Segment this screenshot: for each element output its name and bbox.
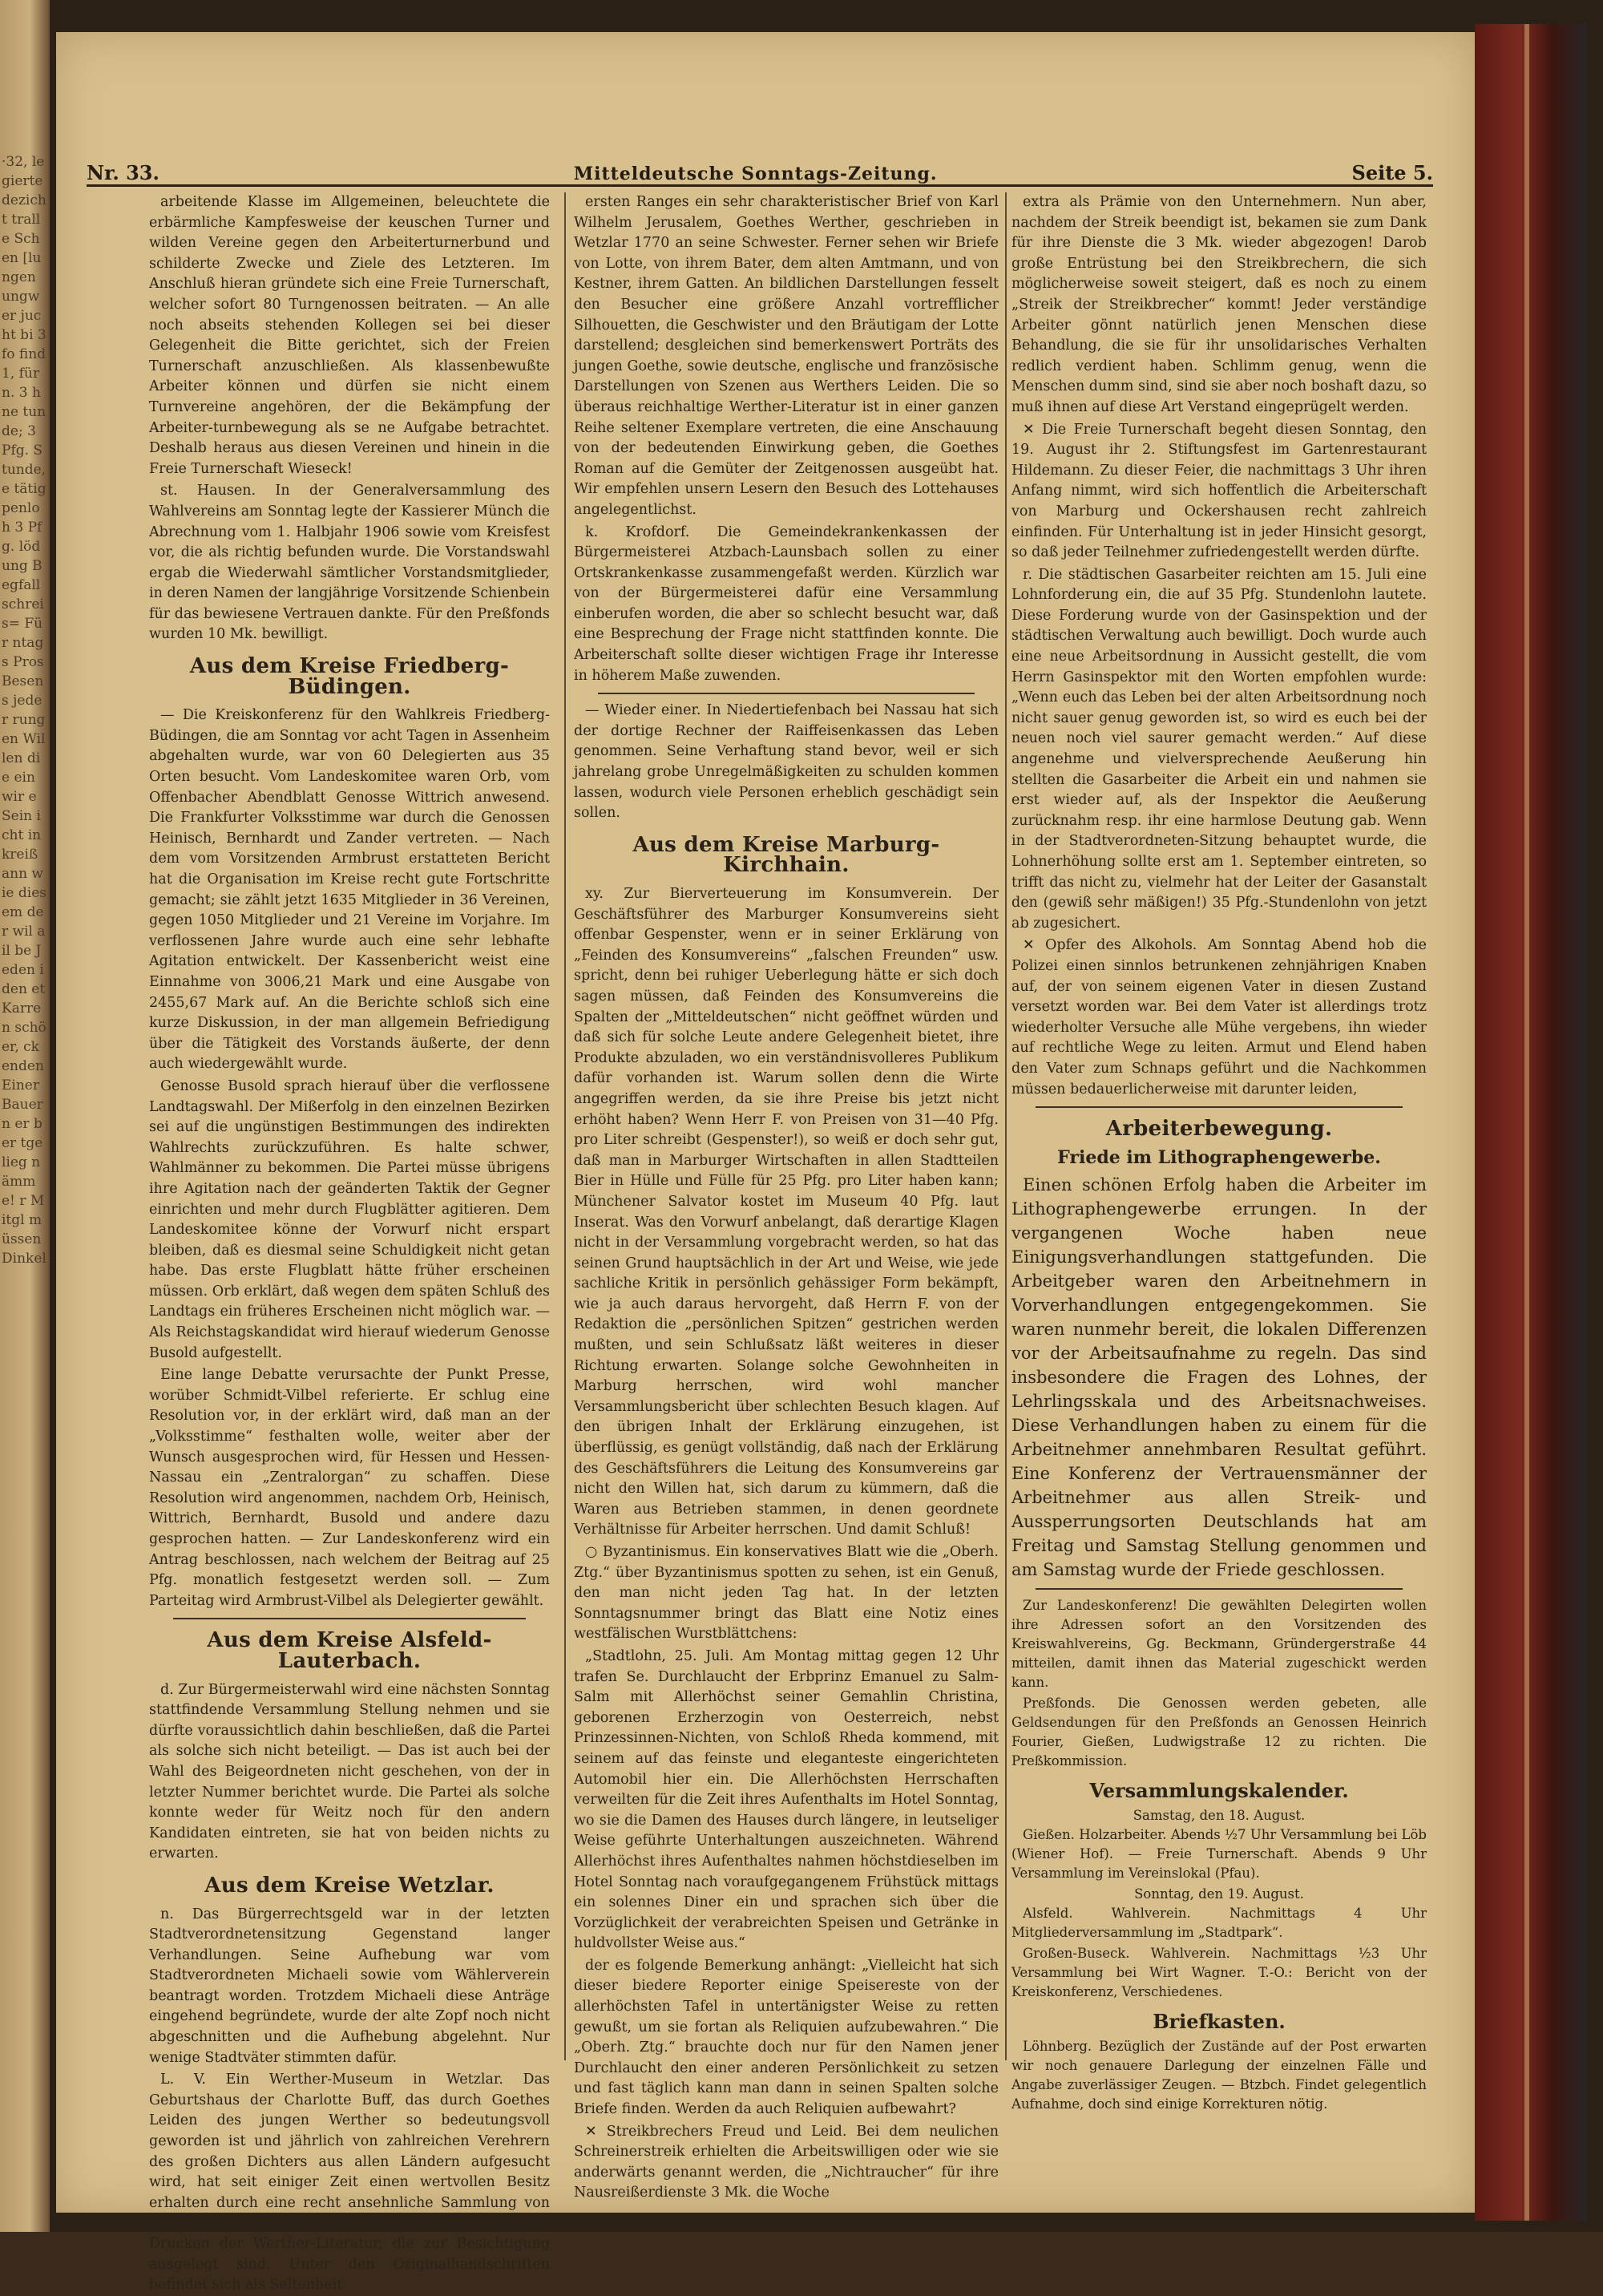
calendar-entry: Großen-Buseck. Wahlverein. Nachmittags ½3 Uhr Versammlung bei Wirt Wagner. T.-O.: Bericht von der Kreiskonferenz, Verschiedenes. [1011,1945,1427,1999]
section-heading: Aus dem Kreise Friedberg-Büdingen. [189,654,510,699]
article-text: L. V. Ein Werther-Museum in Wetzlar. Das Geburtshaus der Charlotte Buff, das durch Goethes Leiden des jungen Werther so bedeutungsvoll geworden ist und jährlich von zahlreichen Verehrern des großen Dichters aus allen Ländern aufgesucht wird, hat seit einiger Zeit einen wertvollen Besitz erhalten durch eine recht ansehnliche Sammlung von Originalbriefen, bildlichen Darstellungen und alten Drucken der Werther-Literatur, die zur Besichtigung ausgelegt sind. Unter den Originalhandschriften befindet sich als Seltenheit [149,2072,550,2294]
page-header [87,157,1433,187]
article-text: arbeitende Klasse im Allgemeinen, beleuchtete die erbärmliche Kampfesweise der keuschen Turner und wilden Vereine gegen den Arbeiterturnerbund und schilderte Zwecke und Ziele des Letzteren. Im Anschluß hieran gründete sich eine Freie Turnerschaft, welcher sofort 80 Turngenossen beitraten. — An alle noch abseits stehenden Kollegen sei bei dieser Gelegenheit die Bitte gerichtet, sich der Freien Turnerschaft anzuschließen. Als klassenbewußte Arbeiter können und dürfen sie nicht einem Turnvereine angehören, der die Bekämpfung der Arbeiter-turnbewegung als se ne Aufgabe betrachtet. Deshalb heraus aus diesen Vereinen und hinein in die Freie Turnerschaft Wieseck! [149,194,550,477]
article-text: k. Krofdorf. Die Gemeindekrankenkassen der Bürgermeisterei Atzbach-Launsbach sollen zu einer Ortskrankenkasse zusammengefaßt werden. Kürzlich war von der Bürgermeisterei dafür eine Versammlung einberufen worden, die aber so schlecht besucht war, daß eine Besprechung der Frage nicht stattfinden konnte. Die Arbeiterschaft sollte dieser wichtigen Frage ihr Interesse in höherem Maße zuwenden. [574,523,999,684]
article-text: — Wieder einer. In Niedertiefenbach bei Nassau hat sich der dortige Rechner der Raiffeisenkassen das Leben genommen. Seine Verhaftung stand bevor, weil er sich jahrelang grobe Unregelmäßigkeiten zu schulden kommen lassen, wodurch viele Personen erheblich geschädigt sein sollen. [574,702,999,822]
article-text: d. Zur Bürgermeisterwahl wird eine nächsten Sonntag stattfindende Versammlung Stellung nehmen und sie dürfte voraussichtlich dahin beschließen, daß die Partei als solche sich nicht beteiligt. — Das ist auch bei der Wahl des Beigeordneten nicht geschehen, von der in letzter Nummer berichtet wurde. Die Partei als solche konnte weder für Weitz noch für den andern Kandidaten eintreten, sie hat von beiden nichts zu erwarten. [149,1681,550,1862]
column-rule [564,192,566,2060]
article-text: ✕ Opfer des Alkohols. Am Sonntag Abend hob die Polizei einen sinnlos betrunkenen zehnjährigen Knaben auf, der von seinem eigenen Vater in diesen Zustand versetzt worden war. Bei dem Vater ist allerdings trotz wiederholter Versuche alle Mühe vergebens, ihn wieder auf rechtliche Wege zu leiten. Armut und Elend haben den Vater zum Schnaps geführt und die Nachkommen müssen bedauerlicherweise mit darunter leiden, [1011,937,1427,1097]
divider [1036,1106,1403,1108]
page-number: Seite 5. [1351,161,1433,184]
previous-page-fragments: ·32, legierte dezicht tralle Schen [lungen ungwer jucht bi 3 fo find 1, für n. 3 hne tunde; 3 Pfg. Stunde, e tätig penloh 3 Pfg. lödung Begfall schreis= Für ntags Pros Besens jeder rungen Willen die ein wir e Sein icht in kreiß ann wie diesem der wil ail be Jeden iden et Karren schöer, ckenden Einer Bauern er ber tgelieg nämme! r Mitgl müssen Dinkel [2,154,47,1267]
divider [1036,1588,1403,1590]
article-text: ersten Ranges ein sehr charakteristischer Brief von Karl Wilhelm Jerusalem, Goethes Werther, geschrieben in Wetzlar 1770 an seine Schwester. Ferner sehen wir Briefe von Lotte, von ihrem Bater, dem alten Amtmann, und von Kestner, ihrem Gatten. An bildlichen Darstellungen fesselt den Besucher eine größere Anzahl vortrefflicher Silhouetten, die Geschwister und den Bräutigam der Lotte darstellend; desgleichen sind bemerkenswert Porträts des jungen Goethe, sowie deutsche, englische und französische Darstellungen von Szenen aus Werthers Leiden. Die so überaus reichhaltige Werther-Literatur ist in einer ganzen Reihe seltener Exemplare vertreten, die eine Anschauung von der bedeutenden Einwirkung geben, die Goethes Roman auf die Gemüter der Zeitgenossen ausgeübt hat. Wir empfehlen unsern Lesern den Besuch des Lottehauses angelegentlichst. [574,194,999,518]
newspaper-title: Mitteldeutsche Sonntags-Zeitung. [573,164,938,184]
article-text: ○ Byzantinismus. Ein konservatives Blatt wie die „Oberh. Ztg.“ über Byzantinismus spotten zu sehen, ist ein Genuß, den man nicht jeden Tag hat. In der letzten Sonntagsnummer bringt das Blatt eine Notiz eines westfälischen Wurstblättchens: [574,1544,999,1643]
article-text: Genosse Busold sprach hierauf über die verflossene Landtagswahl. Der Mißerfolg in den einzelnen Bezirken sei auf die ungünstigen Bestimmungen des indirekten Wahlrechts zurückzuführen. Es halte schwer, Wahlmänner zu bekommen. Die Partei müsse übrigens ihre Agitation nach der geänderten Taktik der Gegner einrichten und mehr durch Flugblätter agitieren. Dem Landeskomitee könne der Vorwurf nicht erspart bleiben, daß es diesmal seine Schuldigkeit nicht getan habe. Das erste Flugblatt hätte früher erscheinen müssen. Orb erklärt, daß wegen dem späten Schluß des Landtags ein früheres Erscheinen nicht möglich war. — Als Reichstagskandidat wird hierauf wiederum Genosse Busold aufgestellt. [149,1077,550,1361]
article-text: ✕ Die Freie Turnerschaft begeht diesen Sonntag, den 19. August ihr 2. Stiftungsfest im Gartenrestaurant Hildemann. Zu dieser Feier, die nachmittags 3 Uhr ihren Anfang nimmt, wird sich hoffentlich die Arbeiterschaft von Marburg und Ockershausen recht zahlreich einfinden. Für Unterhaltung ist in jeder Hinsicht gesorgt, so daß jeder Teilnehmer zufriedengestellt werden dürfte. [1011,421,1427,561]
divider [598,693,975,694]
article-text: Eine lange Debatte verursachte der Punkt Presse, worüber Schmidt-Vilbel referierte. Er schlug eine Resolution vor, in der erklärt wird, daß man an der „Volksstimme“ festhalten wolle, weiter aber der Wunsch ausgesprochen wird, für Hessen und Hessen-Nassau ein „Zentralorgan“ zu schaffen. Diese Resolution wird angenommen, nachdem Orb, Heinisch, Wittrich, Bernhardt, Busold und andere dazu gesprochen hatten. — Zur Landeskonferenz wird ein Antrag beschlossen, nach welchem der Beitrag auf 25 Pfg. monatlich festgesetzt werden soll. — Zum Parteitag wird Armbrust-Vilbel als Delegierter gewählt. [149,1367,550,1609]
previous-page-edge [0,0,50,2232]
letterbox-text: Löhnberg. Bezüglich der Zustände auf der Post erwarten wir noch genauere Darlegung der einzelnen Fälle und Angabe zuverlässiger Zeugen. — Btzbch. Findet gelegentlich Aufnahme, doch sind einige Korrekturen nötig. [1011,2038,1427,2112]
calendar-entry: Alsfeld. Wahlverein. Nachmittags 4 Uhr Mitgliederversammlung im „Stadtpark“. [1011,1905,1427,1940]
calendar-date: Sonntag, den 19. August. [1134,1886,1304,1902]
column-1 [149,192,550,2294]
issue-number: Nr. 33. [87,161,159,184]
calendar-entry: Gießen. Holzarbeiter. Abends ½7 Uhr Versammlung bei Löb (Wiener Hof). — Freie Turnerschaft. Abends 9 Uhr Versammlung im Vereinslokal (Pfau). [1011,1826,1427,1881]
article-text: Einen schönen Erfolg haben die Arbeiter im Lithographengewerbe errungen. In der vergangenen Woche haben neue Einigungsverhandlungen stattgefunden. Die Arbeitgeber waren den Arbeitnehmern in Vorverhandlungen entgegengekommen. Sie waren nunmehr bereit, die lokalen Differenzen vor der Arbeitsaufnahme zu regeln. Das sind insbesondere die Fragen des Lohnes, der Lehrlingsskala und des Arbeitsnachweises. Diese Verhandlungen haben zu einem für die Arbeitnehmer annehmbaren Resultat geführt. Eine Konferenz der Vertrauensmänner der Arbeitnehmer aus allen Streik- und Aussperrungsorten Deutschlands hat am Freitag und Samstag Stellung genommen und am Samstag wurde der Friede geschlossen. [1011,1175,1427,1580]
section-heading: Aus dem Kreise Wetzlar. [204,1873,495,1898]
article-text: der es folgende Bemerkung anhängt: „Vielleicht hat sich dieser biedere Reporter einige Speisereste von der allerhöchsten Tafel in untertänigster Weise zu retten gewußt, um sie fortan als Reliquien aufzubewahren.“ Die „Oberh. Ztg.“ brauchte doch nur für den Namen jener Durchlaucht den einer anderen Persönlichkeit zu setzen und fast täglich kann man dann in seinen Spalten solche Briefe finden. Werden da auch Reliquien aufbewahrt? [574,1957,999,2118]
article-text: extra als Prämie von den Unternehmern. Nun aber, nachdem der Streik beendigt ist, bekamen sie zum Dank für ihre Dienste die 3 Mk. wieder abgezogen! Darob große Entrüstung bei den Streikbrechern, die sich möglicherweise soweit steigert, daß es noch zu einem „Streik der Streikbrecher“ kommt! Jeder verständige Arbeiter gönnt natürlich jenen Menschen diese Behandlung, die sie für ihr unsolidarisches Verhalten redlich verdient haben. Schlimm genug, wenn die Menschen dumm sind, sind sie aber noch boshaft dazu, so muß ihnen auf diese Art Verstand eingeprügelt werden. [1011,194,1427,415]
article-text: — Die Kreiskonferenz für den Wahlkreis Friedberg-Büdingen, die am Sonntag vor acht Tagen in Assenheim abgehalten wurde, war von 60 Delegierten aus 35 Orten besucht. Vom Landeskomitee waren Orb, vom Offenbacher Abendblatt Genosse Wittrich anwesend. Die Frankfurter Volksstimme war durch die Genossen Heinisch, Bernhardt und Zander vertreten. — Nach dem vom Vorsitzenden Armbrust erstatteten Bericht hat die Organisation im Kreise recht gute Fortschritte gemacht; sie zählt jetzt 1635 Mitglieder in 36 Vereinen, gegen 1050 Mitglieder und 21 Vereine im Vorjahre. Im verflossenen Jahre wurde auch eine sehr lebhafte Agitation entwickelt. Der Kassenbericht weist eine Einnahme von 3006,21 Mark und eine Ausgabe von 2455,67 Mark auf. An die Berichte schloß sich eine kurze Diskussion, in der man allgemein Befriedigung über die Tätigkeit des Vorstands äußerte, der denn auch wiedergewählt wurde. [149,707,550,1073]
article-text: r. Die städtischen Gasarbeiter reichten am 15. Juli eine Lohnforderung ein, die auf 35 Pfg. Stundenlohn lautete. Diese Forderung wurde von der Gasinspektion und der städtischen Verwaltung auch bewilligt. Doch wurde auch eine neue Arbeitsordnung in Aussicht gestellt, die vom Herrn Gasinspektor mit den Worten empfohlen wurde: „Wenn euch das Leben bei der alten Arbeitsordnung noch nicht sauer genug geworden ist, so wird es euch bei der neuen noch viel saurer gemacht werden.“ Auf diese angenehme und vielversprechende Aeußerung hin stellten die Gasarbeiter die Arbeit ein und nahmen sie erst wieder auf, als der Inspektor die Aeußerung zurücknahm resp. ihr eine harmlose Deutung gab. Wenn in der Stadtverordneten-Sitzung behauptet wurde, die Lohnerhöhung sollte erst am 1. September eintreten, so trifft das nicht zu, vielmehr hat der Leiter der Gasanstalt den (gewiß sehr mäßigen!) 35 Pfg.-Stundenlohn von jetzt ab zugesichert. [1011,566,1427,932]
article-text: xy. Zur Bierverteuerung im Konsumverein. Der Geschäftsführer des Marburger Konsumvereins sieht offenbar Gespenster, wenn er in seiner Erklärung von „Feinden des Konsumvereins“ „falschen Freunden“ usw. spricht, denn bei ruhiger Ueberlegung hätte er sich doch sagen müssen, daß Feinden des Konsumvereins die Spalten der „Mitteldeutschen“ nicht geöffnet würden und daß sich für solche Leute andere Gelegenheit bietet, ihre Produkte abzuladen, wo ein verständnisvolleres Publikum dafür vorhanden ist. Warum sollen denn die Wirte angegriffen werden, da sie ihre Preise bis jetzt nicht erhöht haben? Wenn Herr F. von Preisen von 31—40 Pfg. pro Liter schreibt (Gespenster!), so weiß er doch sehr gut, daß man in Marburger Wirtschaften in allen Stadtteilen Bier in Hülle und Fülle für 25 Pfg. pro Liter haben kann; Münchener Salvator kostet im Museum 40 Pfg. laut Inserat. Was den Vorwurf anbelangt, daß derartige Klagen nicht in der Versammlung vorgebracht werden, so hat das seinen Grund hauptsächlich in der Art und Weise, wie jede sachliche Kritik in persönlich gehässiger Form bekämpft, wie ja auch daraus hervorgeht, daß Herrn F. von der Redaktion die „persönlichen Spitzen“ gestrichen werden mußten, und sein Schlußsatz läßt weiteres in dieser Richtung erwarten. Solange solche Gewohnheiten in Marburg herrschen, wird wohl mancher Versammlungsbericht über schlechten Besuch klagen. Auf den übrigen Inhalt der Erklärung einzugehen, ist überflüssig, es genügt vollständig, daß nach der Erklärung des Geschäftsführers die Leitung des Konsumvereins gar nicht den Willen hat, sich darum zu kümmern, daß die Waren aus Betrieben stammen, in denen geordnete Verhältnisse für Arbeiter herrschen. Und damit Schluß! [574,886,999,1538]
column-2 [574,192,999,2201]
notice-text: Zur Landeskonferenz! Die gewählten Delegirten wollen ihre Adressen sofort an den Vorsitzenden des Kreiswahlvereins, Gg. Beckmann, Gründergerstraße 44 mitteilen, damit ihnen das Material zugeschickt werden kann. [1011,1598,1427,1691]
column-3 [1011,192,1427,2112]
calendar-date: Samstag, den 18. August. [1133,1807,1306,1823]
article-text: st. Hausen. In der Generalversammlung des Wahlvereins am Sonntag legte der Kassierer Münch die Abrechnung vom 1. Halbjahr 1906 sowie vom Kreisfest vor, die als richtig befunden wurde. Die Vorstandswahl ergab die Wiederwahl sämtlicher Vorstandsmitglieder, in deren Namen der langjährige Vorsitzende Schienbein für das bewiesene Vertrauen dankte. Für den Preßfonds wurden 10 Mk. bewilligt. [149,483,550,643]
article-text: „Stadtlohn, 25. Juli. Am Montag mittag gegen 12 Uhr trafen Se. Durchlaucht der Erbprinz Emanuel zu Salm-Salm mit Allerhöchst seiner Gemahlin Christina, geborenen Erzherzogin von Oesterreich, nebst Prinzessinnen-Nichten, von Schloß Rheda kommend, mit seinem auf das feinste und eleganteste eingerichteten Automobil hier ein. Die Allerhöchsten Herrschaften verweilten für die Zeit ihres Aufenthalts im Hotel Sonntag, wo sie die Damen des Hauses durch längere, in leutseliger Weise geführte Unterhaltungen auszeichneten. Während Allerhöchst ihres Aufenthaltes nahmen höchstdieselben im Hotel Sonntag nach voraufgegangenem Frühstück mittags ein solennes Diner ein und sprachen sich über die Vorzüglichkeit der verabreichten Speisen und Getränke in huldvollster Weise aus.“ [574,1647,999,1952]
book-binding [1475,24,1587,2221]
page-block-edge [1524,24,1529,2221]
section-heading: Aus dem Kreise Marburg-Kirchhain. [632,832,940,878]
article-text: ✕ Streikbrechers Freud und Leid. Bei dem neulichen Schreinerstreik erhielten die Arbeitswilligen oder wie sie anderwärts genannt werden, die „Nichtraucher“ für ihre Nausreißerdienste 3 Mk. die Woche [574,2123,999,2201]
column-rule [1005,192,1007,2060]
divider [173,1618,526,1619]
notice-text: Preßfonds. Die Genossen werden gebeten, alle Geldsendungen für den Preßfonds an Genossen Heinrich Fourier, Gießen, Ludwigstraße 12 zu richten. Die Preßkommission. [1011,1696,1427,1769]
letterbox-heading: Briefkasten. [1153,2009,1286,2033]
section-heading: Aus dem Kreise Alsfeld-Lauterbach. [207,1628,492,1673]
calendar-heading: Versammlungskalender. [1089,1779,1349,1803]
article-heading: Friede im Lithographengewerbe. [1057,1146,1381,1168]
article-text: n. Das Bürgerrechtsgeld war in der letzten Stadtverordnetensitzung Gegenstand langer Verhandlungen. Seine Aufhebung war vom Stadtverordneten Michaeli sowie vom Wählerverein beantragt worden. Trotzdem Michaeli diese Anträge eingehend begründete, wurde der alte Zopf noch nicht abgeschnitten und die Aufhebung abgelehnt. Nur wenige Stadtväter stimmten dafür. [149,1906,550,2066]
section-heading: Arbeiterbewegung. [1105,1117,1333,1142]
